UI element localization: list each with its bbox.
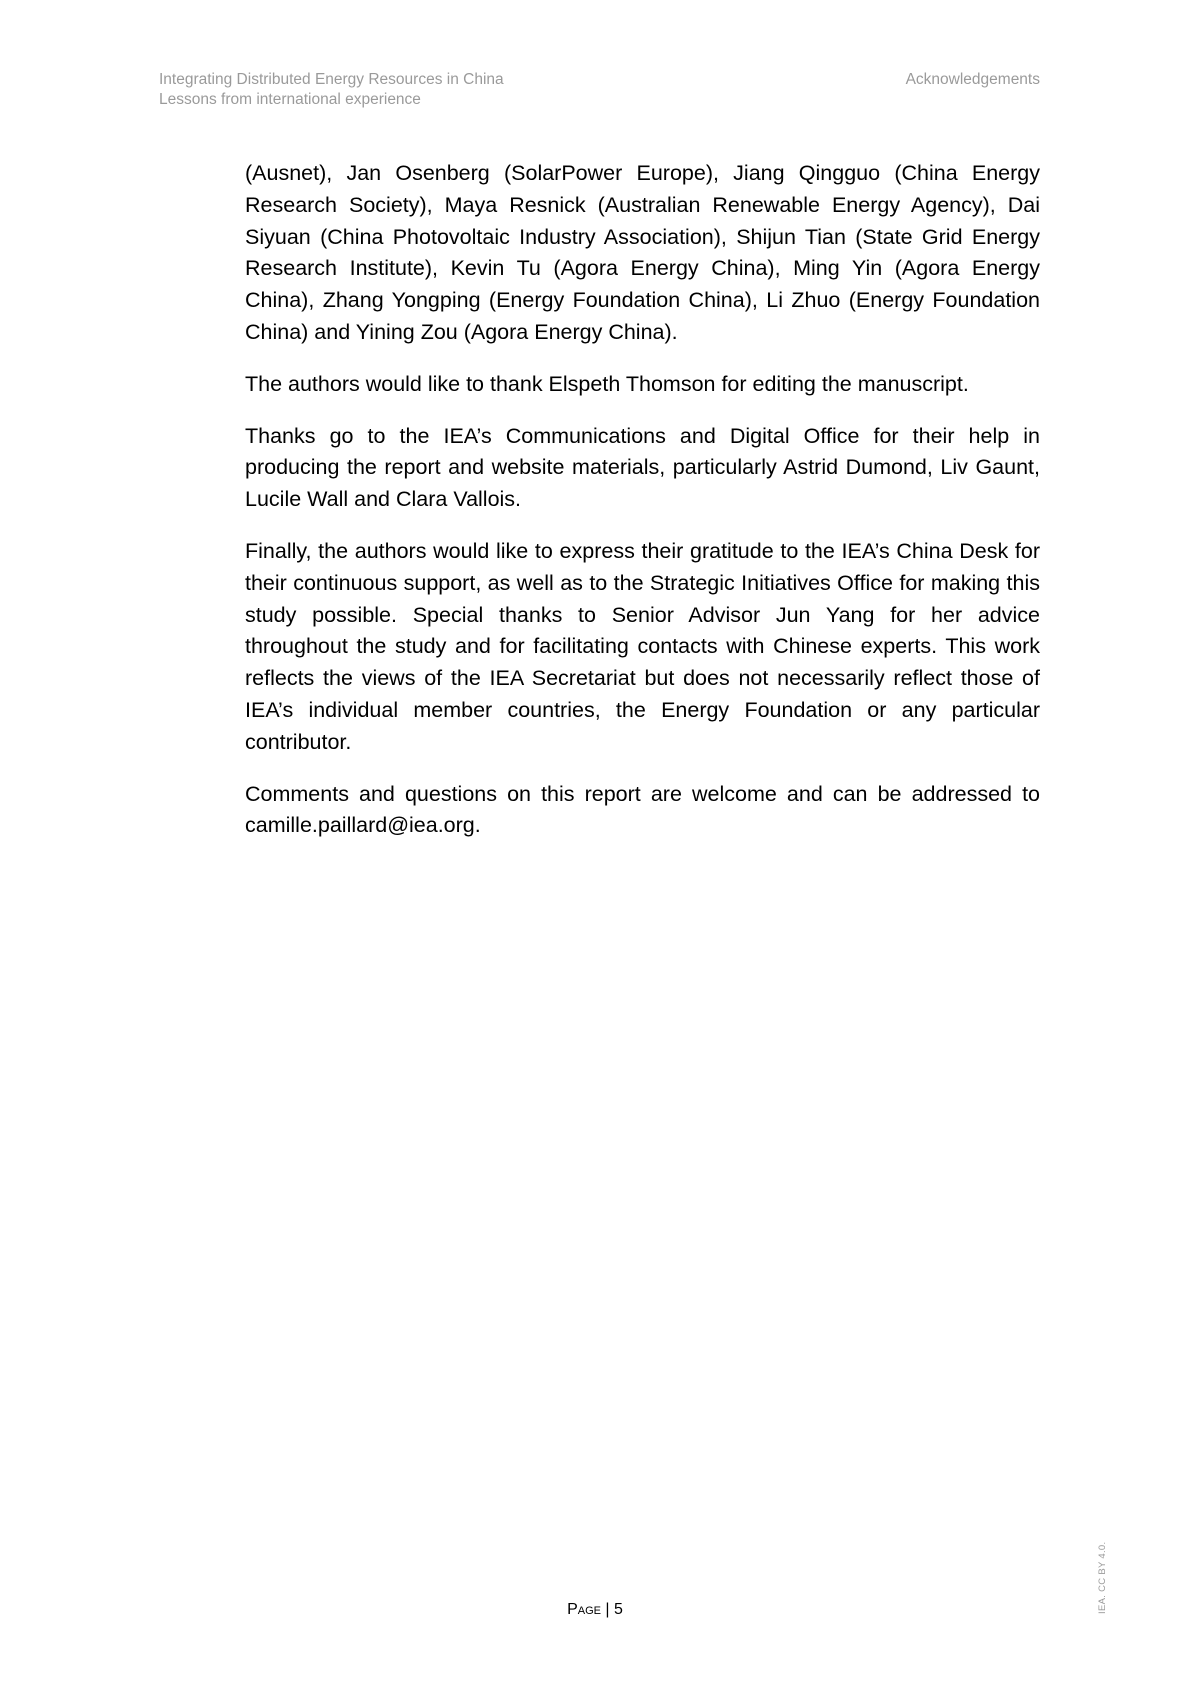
license-note: IEA. CC BY 4.0.	[1097, 1541, 1108, 1614]
acknowledgements-body	[245, 158, 1040, 862]
paragraph-gratitude: Finally, the authors would like to express their gratitude to the IEA’s China Desk for their continuous support, as well as to the Strategic Initiatives Office for making this study possible. Special thanks to Senior Advisor Jun Yang for her advice throughout the study and for facilitating contacts with Chinese experts. This work reflects the views of the IEA Secretariat but does not necessarily reflect those of IEA’s individual member countries, the Energy Foundation or any particular contributor.	[245, 538, 1040, 754]
page-number: 5	[614, 1601, 623, 1618]
paragraph-communications: Thanks go to the IEA’s Communications and Digital Office for their help in producing the report and website materials, particularly Astrid Dumond, Liv Gaunt, Lucile Wall and Clara Vallois.	[245, 423, 1040, 512]
page-footer	[0, 1600, 1190, 1620]
paragraph-contact: Comments and questions on this report are welcome and can be addressed to camille.paillard@iea.org.	[245, 781, 1040, 838]
paragraph-editing: The authors would like to thank Elspeth Thomson for editing the manuscript.	[245, 371, 969, 396]
paragraph-contributors: (Ausnet), Jan Osenberg (SolarPower Europe), Jiang Qingguo (China Energy Research Society), Maya Resnick (Australian Renewable Energy Agency), Dai Siyuan (China Photovoltaic Industry Association), Shijun Tian (State Grid Energy Research Institute), Kevin Tu (Agora Energy China), Ming Yin (Agora Energy China), Zhang Yongping (Energy Foundation China), Li Zhuo (Energy Foundation China) and Yining Zou (Agora Energy China).	[245, 161, 1040, 344]
running-header	[159, 70, 504, 110]
report-subtitle: Lessons from international experience	[159, 91, 421, 108]
page-separator: |	[605, 1601, 610, 1618]
page-label: Page	[567, 1601, 601, 1618]
report-title: Integrating Distributed Energy Resources in China	[159, 71, 504, 88]
section-title: Acknowledgements	[905, 71, 1040, 88]
